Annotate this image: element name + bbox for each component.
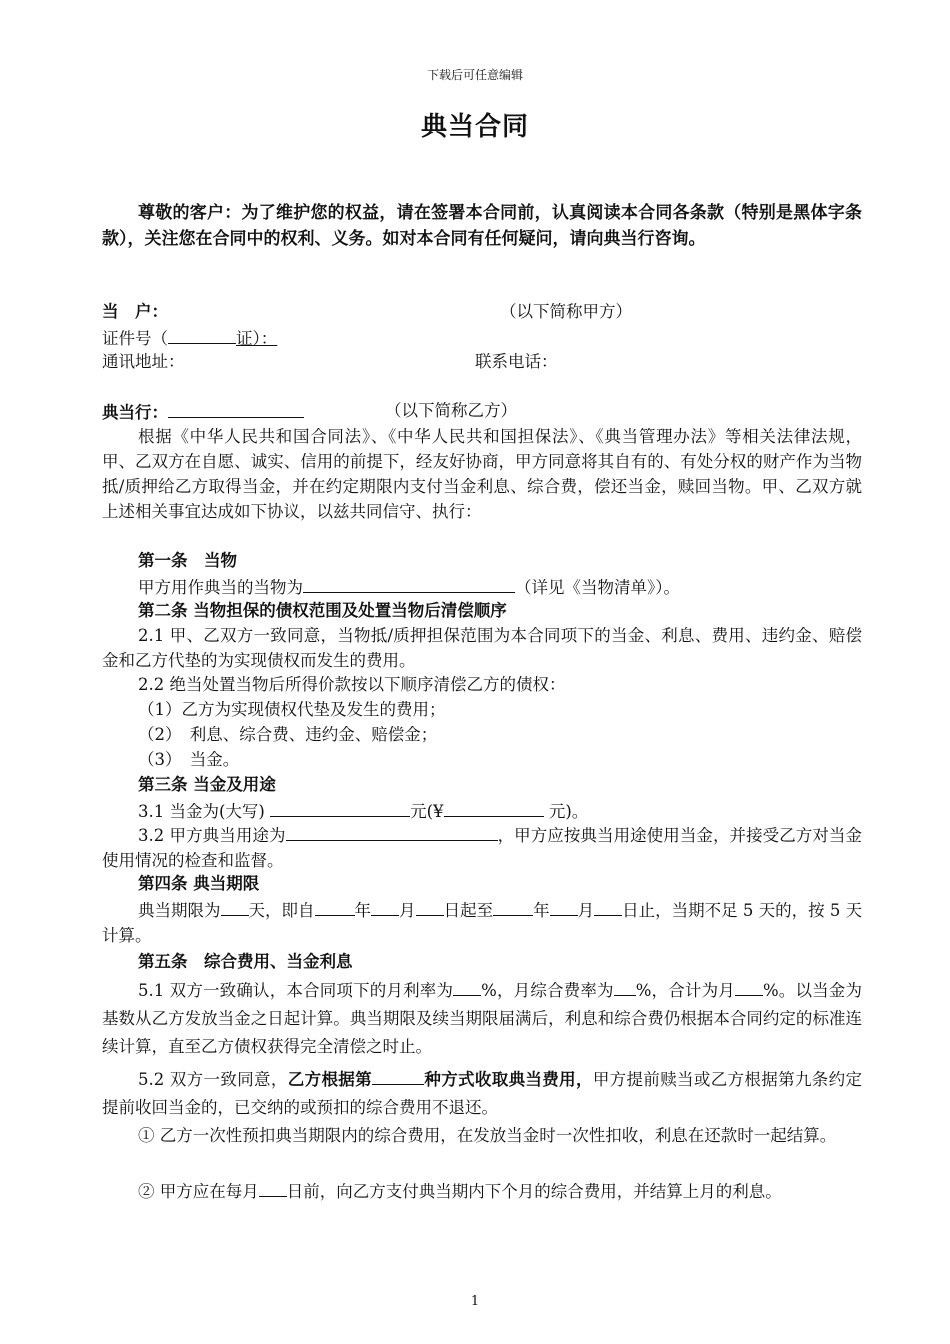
art4-t1: 典当期限为 [138, 901, 221, 920]
article-1-heading: 第一条 当物 [138, 551, 237, 570]
art3-p2-a: 3.2 甲方典当用途为 [138, 826, 286, 845]
art3-p1-c: 元)。 [548, 802, 589, 821]
preamble: 根据《中华人民共和国合同法》、《中华人民共和国担保法》、《典当管理办法》等相关法律法规，甲、乙双方在自愿、诚实、信用的前提下，经友好协商，甲方同意将其自有的、有处分权的财产作为当物抵/质押给乙方取得当金，并在约定期限内支付当金利息、综合费，偿还当金，赎回当物。甲、乙双方就上述相关事宜达成如下协议，以兹共同信守、执行： [102, 427, 862, 521]
article-3-heading: 第三条 当金及用途 [138, 775, 276, 794]
party-b-line [102, 399, 304, 425]
fee-method-blank[interactable] [372, 1066, 424, 1085]
article-2-p1: 2.1 甲、乙双方一致同意，当物抵/质押担保范围为本合同项下的当金、利息、费用、违约金、赔偿金和乙方代垫的为实现债权而发生的费用。 [102, 626, 862, 670]
art4-t6: 年 [533, 901, 550, 920]
phone-label: 联系电话： [475, 352, 558, 371]
art5-p2-c: 种方式收取典当费用， [424, 1070, 593, 1089]
article-5-p1 [102, 977, 862, 1061]
art1-text-a: 甲方用作典当的当物为 [138, 578, 303, 597]
header-note: 下载后可任意编辑 [426, 68, 523, 82]
art5-p2-b: 乙方根据第 [287, 1070, 372, 1089]
article-3-p1 [138, 798, 588, 824]
article-2-item-1: （1）乙方为实现债权代垫及发生的费用； [138, 700, 446, 719]
party-a-alias: （以下简称甲方） [500, 302, 632, 321]
monthly-interest-blank[interactable] [453, 977, 481, 996]
art4-t4: 月 [399, 901, 416, 920]
party-b-label: 典当行： [102, 403, 168, 422]
party-a-label: 当 户： [102, 302, 168, 321]
start-day-blank[interactable] [416, 897, 444, 916]
art5-p2-a: 5.2 双方一致同意， [138, 1070, 288, 1089]
amount-words-blank[interactable] [270, 798, 410, 817]
article-5-option-1: ① 乙方一次性预扣典当期限内的综合费用，在发放当金时一次性扣收，利息在还款时一起结算。 [138, 1126, 837, 1145]
art5-p1-b: %，月综合费率为 [481, 981, 614, 1000]
id-label: 证件号（ [102, 329, 168, 348]
amount-figures-blank[interactable] [444, 798, 544, 817]
art5-p1-a: 5.1 双方一致确认，本合同项下的月利率为 [138, 981, 454, 1000]
loan-purpose-blank[interactable] [286, 822, 498, 841]
days-blank[interactable] [221, 897, 249, 916]
article-2-heading: 第二条 当物担保的债权范围及处置当物后清偿顺序 [138, 601, 507, 620]
id-number-line [102, 325, 277, 351]
art3-p2-b: ，甲方应按典当用途使用当金，并接受乙方对当金使用情况的检查和监督。 [102, 826, 862, 870]
art4-t3: 年 [354, 901, 372, 920]
article-4-heading: 第四条 典当期限 [138, 874, 260, 893]
article-1-text [138, 574, 680, 600]
page-number: 1 [470, 1294, 480, 1309]
monthly-fee-blank[interactable] [614, 977, 636, 996]
end-day-blank[interactable] [594, 897, 622, 916]
art3-p1-b: 元(¥ [410, 802, 444, 821]
article-5-option-2 [102, 1178, 862, 1206]
start-month-blank[interactable] [371, 897, 399, 916]
document-title: 典当合同 [420, 112, 529, 142]
payment-day-blank[interactable] [259, 1178, 287, 1197]
id-type-blank[interactable] [168, 325, 236, 344]
pledge-item-blank[interactable] [303, 574, 515, 593]
article-4-text [102, 897, 862, 948]
article-3-p2 [102, 822, 862, 873]
art5-p1-c: %，合计为月 [635, 981, 735, 1000]
address-label: 通讯地址： [102, 352, 185, 371]
article-5-p2 [102, 1066, 862, 1122]
end-year-blank[interactable] [493, 897, 533, 916]
art5-o2-a: ② 甲方应在每月 [138, 1182, 259, 1201]
id-suffix: 证）： [236, 329, 278, 348]
pawnshop-name-blank[interactable] [168, 399, 304, 418]
article-5-heading: 第五条 综合费用、当金利息 [138, 952, 353, 971]
art4-t5: 日起至 [443, 901, 494, 920]
art5-p2-d: 甲方提前赎当或乙方根据第九条约定提前收回当金的，已交纳的或预扣的综合费用不退还。 [102, 1070, 863, 1117]
party-b-alias: （以下简称乙方） [385, 401, 517, 420]
article-2-p2: 2.2 绝当处置当物后所得价款按以下顺序清偿乙方的债权： [138, 675, 566, 694]
art4-t8: 日止，当期不足 5 天的，按 5 天计算。 [102, 901, 863, 945]
art4-t7: 月 [577, 901, 595, 920]
art5-p1-d: %。以当金为基数从乙方发放当金之日起计算。典当期限及续当期限届满后，利息和综合费仍根据本合同约定的标准连续计算，直至乙方债权获得完全清偿之时止。 [102, 981, 862, 1056]
art5-o2-b: 日前，向乙方支付典当期内下个月的综合费用，并结算上月的利息。 [286, 1182, 782, 1201]
start-year-blank[interactable] [315, 897, 355, 916]
monthly-total-blank[interactable] [735, 977, 763, 996]
customer-notice: 尊敬的客户：为了维护您的权益，请在签署本合同前，认真阅读本合同各条款（特别是黑体字条款），关注您在合同中的权利、义务。如对本合同有任何疑问，请向典当行咨询。 [102, 203, 862, 249]
end-month-blank[interactable] [550, 897, 578, 916]
art4-t2: 天，即自 [248, 901, 315, 920]
art3-p1-a: 3.1 当金为(大写) [138, 802, 265, 821]
article-2-item-2: （2） 利息、综合费、违约金、赔偿金； [138, 725, 438, 744]
art1-text-b: （详见《当物清单》）。 [515, 578, 680, 597]
article-2-item-3: （3） 当金。 [138, 750, 240, 769]
